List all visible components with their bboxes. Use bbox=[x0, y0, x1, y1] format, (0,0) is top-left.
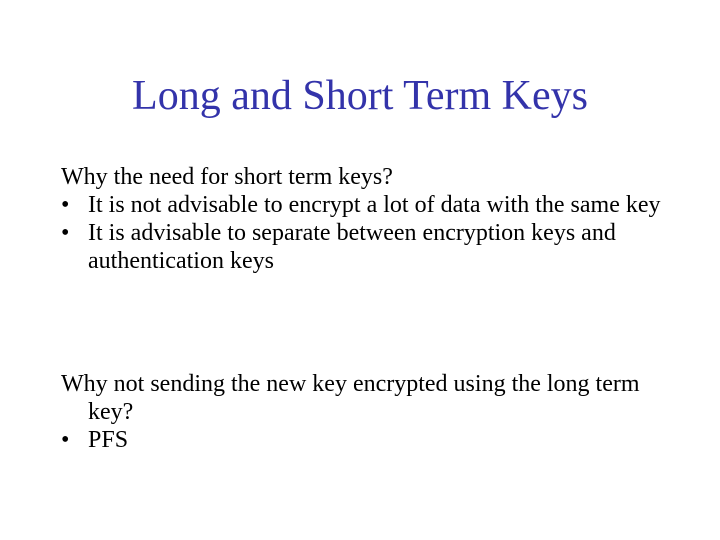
bullet-marker: • bbox=[61, 427, 70, 453]
bullet-text: It is not advisable to encrypt a lot of data with the same key bbox=[88, 192, 661, 218]
section-question: Why the need for short term keys? bbox=[61, 164, 393, 190]
bullet-marker: • bbox=[61, 192, 70, 218]
bullet-text: PFS bbox=[88, 427, 129, 453]
bullet-item bbox=[61, 191, 681, 219]
section-question: Why not sending the new key encrypted using the long term key? bbox=[61, 371, 640, 425]
section-short-term-keys bbox=[61, 163, 681, 275]
bullet-item bbox=[61, 426, 681, 454]
bullet-item bbox=[61, 219, 681, 275]
section-long-term-key bbox=[61, 370, 681, 454]
slide-title: Long and Short Term Keys bbox=[132, 73, 588, 119]
bullet-text: It is advisable to separate between encryption keys and authentication keys bbox=[88, 220, 616, 274]
bullet-marker: • bbox=[61, 220, 70, 246]
